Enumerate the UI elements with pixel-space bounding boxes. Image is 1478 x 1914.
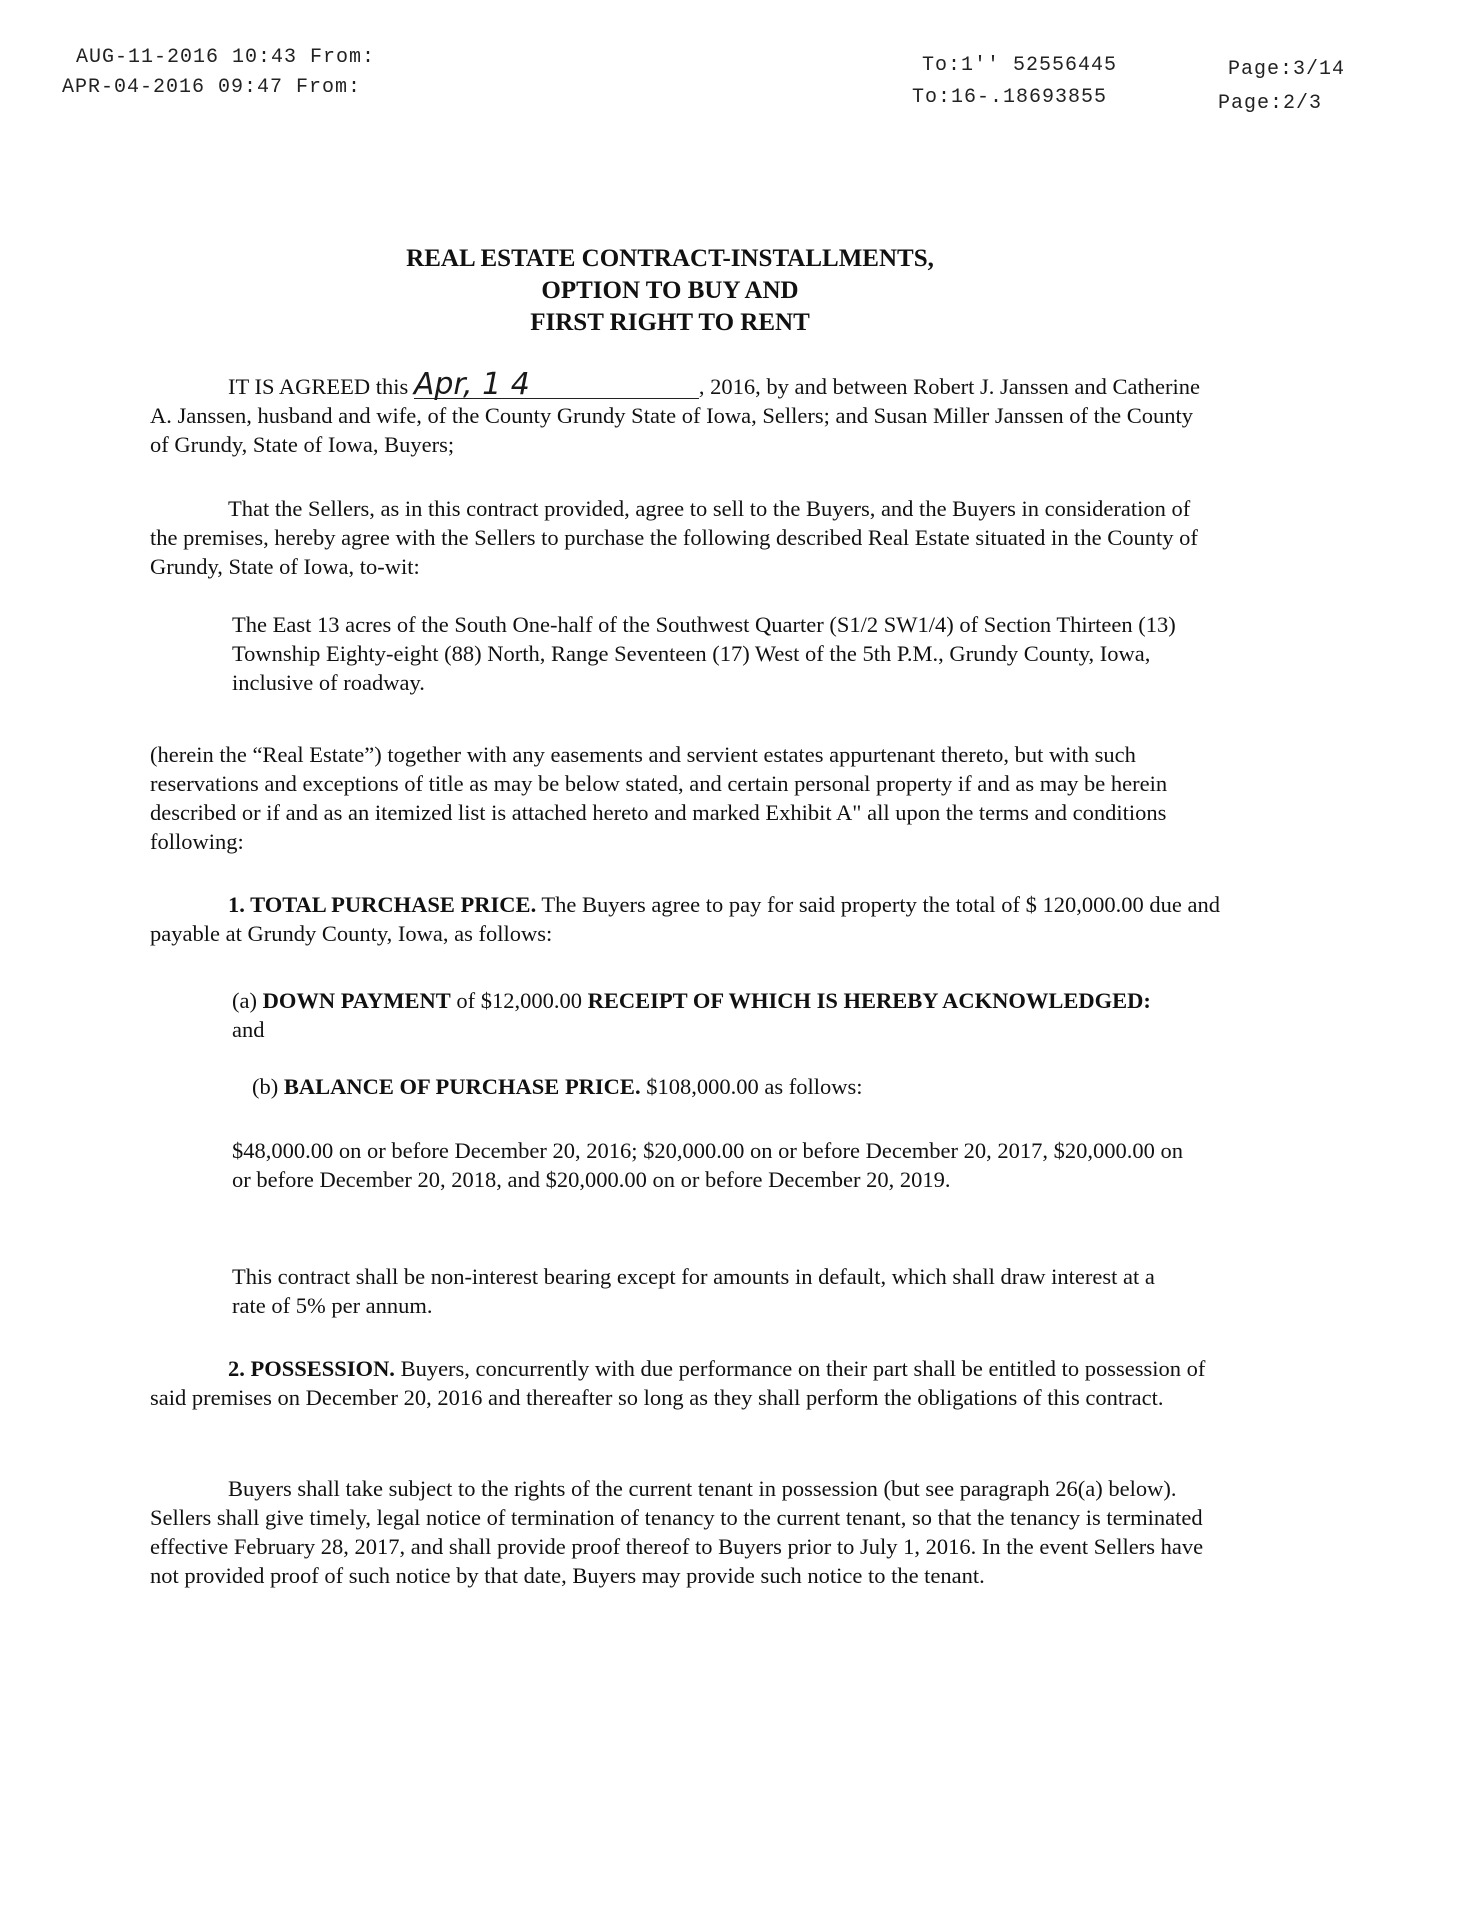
- down-payment-amount: of $12,000.00: [450, 988, 588, 1013]
- down-payment-prefix: (a): [232, 988, 263, 1013]
- title-line-2: OPTION TO BUY AND: [541, 277, 799, 304]
- balance-label: BALANCE OF PURCHASE PRICE.: [283, 1074, 641, 1099]
- agreement-paragraph: [150, 367, 1210, 459]
- title-line-3: FIRST RIGHT TO RENT: [530, 309, 810, 336]
- section-1-heading: 1. TOTAL PURCHASE PRICE.: [228, 892, 537, 917]
- fax-header-line2-to: To:16-.18693855: [912, 86, 1108, 109]
- document-title: [300, 243, 1040, 339]
- payment-schedule: $48,000.00 on or before December 20, 2016; $20,000.00 on or before December 20, 2017, $20,000.00 on or before December 20, 2018, and $20,000.00 on or before December 20, 2019.: [232, 1138, 1184, 1192]
- balance-item: [252, 1072, 1152, 1101]
- section-2-text: Buyers, concurrently with due performance on their part shall be entitled to possession of said premises on December 20, 2016 and thereafter so long as they shall perform the obligations of this contract.: [150, 1356, 1206, 1410]
- fax-header-line2-page: Page:2/3: [1218, 92, 1323, 115]
- down-payment-end: and: [232, 1017, 265, 1042]
- fax-header-line1-to: To:1'' 52556445: [922, 54, 1118, 77]
- balance-prefix: (b): [252, 1074, 284, 1099]
- fax-header-line1-from: AUG-11-2016 10:43 From:: [76, 46, 376, 69]
- down-payment-label: DOWN PAYMENT: [262, 988, 451, 1013]
- section-1-text: The Buyers agree to pay for said property the total of $ 120,000.00 due and payable at Grundy County, Iowa, as follows:: [150, 892, 1220, 946]
- section-2-possession: [150, 1354, 1228, 1412]
- section-1-purchase-price: [150, 890, 1228, 948]
- real-estate-paragraph: (herein the “Real Estate”) together with any easements and servient estates appurtenant thereto, but with such reservations and exceptions of title as may be below stated, and certain personal property if and as may be herein described or if and as an itemized list is attached hereto and marked Exhibit A" all upon the terms and conditions following:: [150, 742, 1168, 854]
- legal-description: The East 13 acres of the South One-half of the Southwest Quarter (S1/2 SW1/4) of Section Thirteen (13) Township Eighty-eight (88) North, Range Seventeen (17) West of the 5th P.M., Grundy County, Iowa, inclusive of roadway.: [232, 612, 1176, 695]
- handwritten-date: Apr, 1 4: [414, 372, 699, 399]
- receipt-acknowledged: RECEIPT OF WHICH IS HEREBY ACKNOWLEDGED:: [587, 988, 1151, 1013]
- interest-clause: This contract shall be non-interest bearing except for amounts in default, which shall draw interest at a rate of 5% per annum.: [232, 1264, 1155, 1318]
- fax-header-line2-from: APR-04-2016 09:47 From:: [62, 76, 362, 99]
- agreement-suffix: , 2016, by and between Robert J. Janssen and Catherine A. Janssen, husband and wife, of the County Grundy State of Iowa, Sellers; and Susan Miller Janssen of the County of Grundy, State of Iowa, Buyers;: [150, 374, 1200, 457]
- down-payment-item: [232, 986, 1172, 1044]
- section-2-heading: 2. POSSESSION.: [228, 1356, 395, 1381]
- tenant-paragraph: Buyers shall take subject to the rights of the current tenant in possession (but see paragraph 26(a) below). Sellers shall give timely, legal notice of termination of tenancy to the current tenant, so that the tenancy is terminated effective February 28, 2017, and shall provide proof thereof to Buyers prior to July 1, 2016. In the event Sellers have not provided proof of such notice by that date, Buyers may provide such notice to the tenant.: [150, 1476, 1204, 1588]
- title-line-1: REAL ESTATE CONTRACT-INSTALLMENTS,: [406, 245, 934, 272]
- agreement-prefix: IT IS AGREED this: [228, 374, 414, 399]
- balance-text: $108,000.00 as follows:: [640, 1074, 863, 1099]
- sale-paragraph: That the Sellers, as in this contract provided, agree to sell to the Buyers, and the Buyers in consideration of the premises, hereby agree with the Sellers to purchase the following described Real Estate situated in the County of Grundy, State of Iowa, to-wit:: [150, 496, 1198, 579]
- fax-header-line1-page: Page:3/14: [1228, 58, 1346, 81]
